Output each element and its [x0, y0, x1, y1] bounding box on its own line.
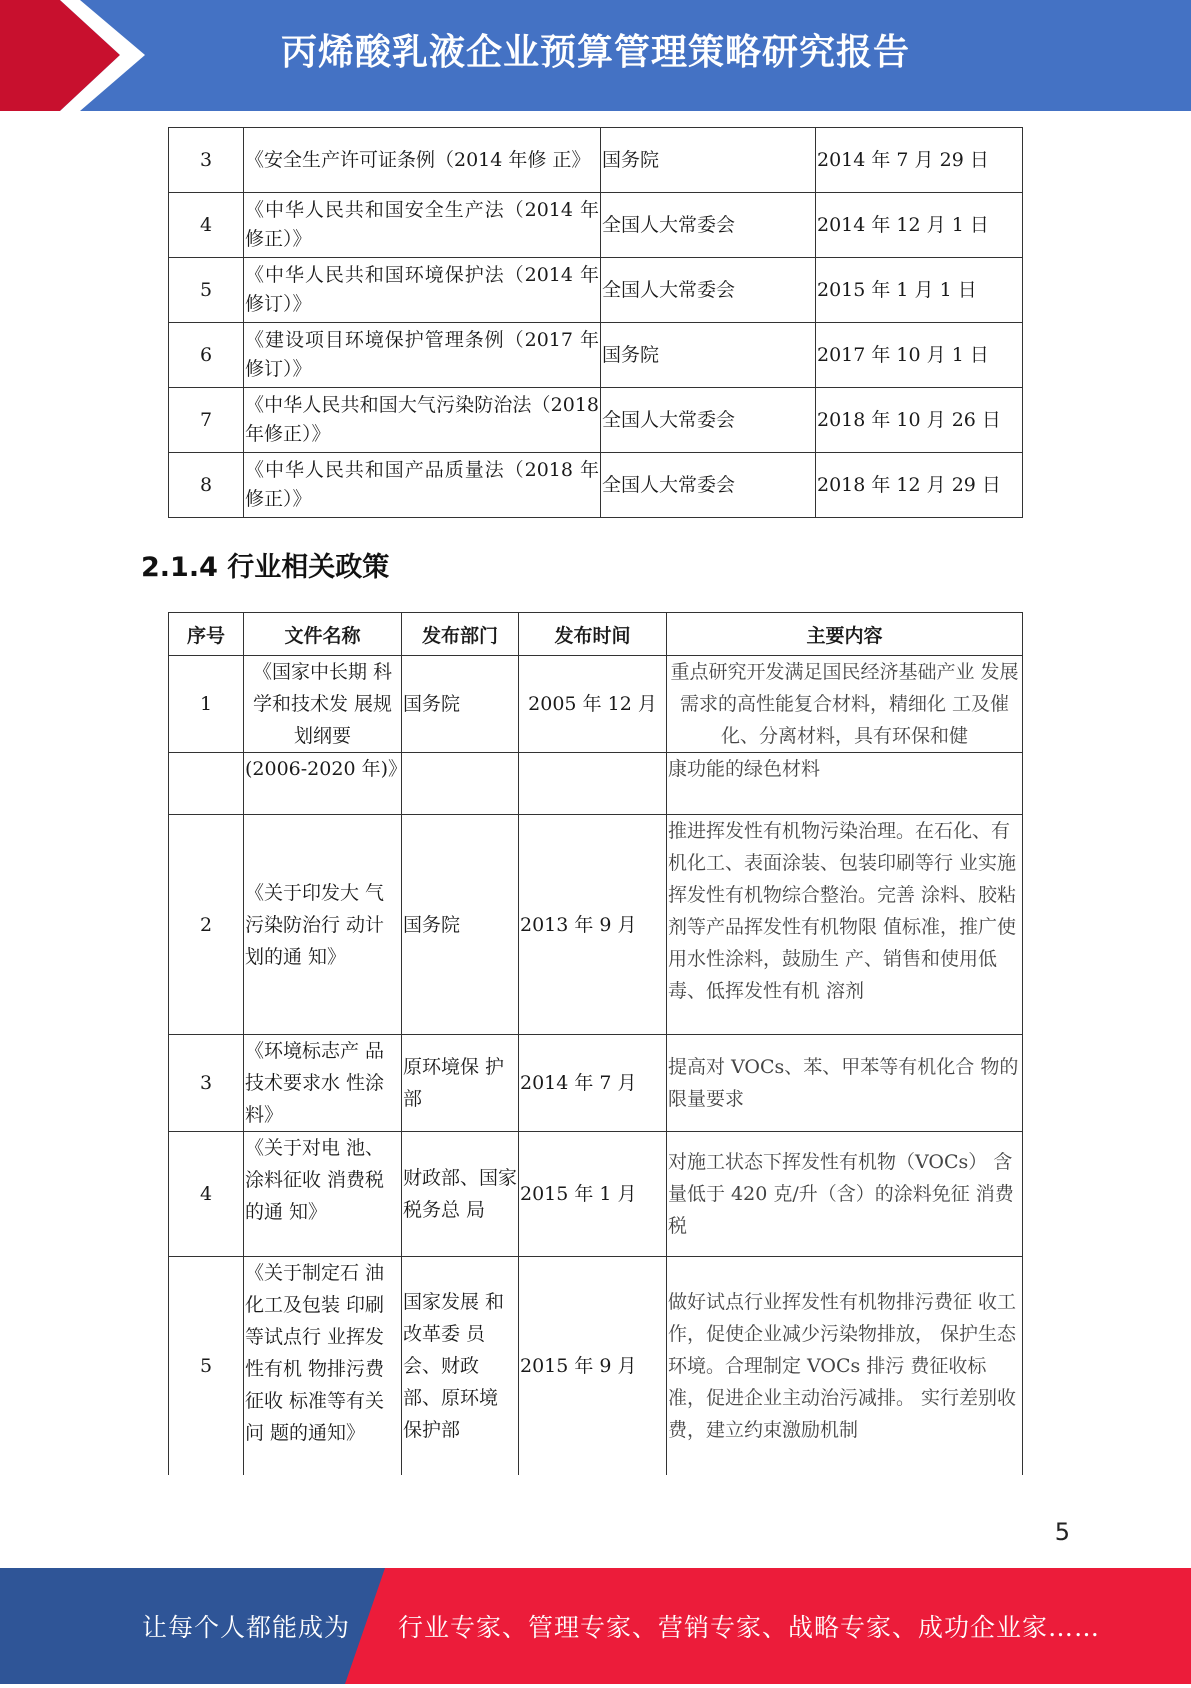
- row-number: 5: [169, 1257, 244, 1475]
- law-dept: 国务院: [601, 323, 816, 388]
- policy-name: 《关于制定石 油化工及包装 印刷等试点行 业挥发性有机 物排污费征收 标准等有关问 题的通知》: [244, 1257, 402, 1475]
- law-name: 《中华人民共和国安全生产法（2014 年修正）》: [244, 193, 601, 258]
- policy-content: 推进挥发性有机物污染治理。在石化、有机化工、表面涂装、包装印刷等行 业实施挥发性有机物综合整治。完善 涂料、胶粘剂等产品挥发性有机物限 值标准，推广使用水性涂料，鼓励生 产、销售和使用低毒、低挥发性有机 溶剂: [667, 815, 1023, 1035]
- row-number: 3: [169, 1035, 244, 1132]
- table-row: [169, 388, 1023, 453]
- policy-dept: 财政部、国家税务总 局: [402, 1132, 519, 1257]
- policy-name-continued: (2006-2020 年)》: [244, 753, 402, 815]
- law-name: 《安全生产许可证条例（2014 年修 正》: [244, 128, 601, 193]
- page-header: [0, 0, 1191, 111]
- row-number: 6: [169, 323, 244, 388]
- row-number: 1: [169, 656, 244, 753]
- header-dept: 发布部门: [402, 613, 519, 656]
- footer-slogan-right: 行业专家、管理专家、营销专家、战略专家、成功企业家……: [398, 1613, 1101, 1642]
- laws-table: [168, 127, 1023, 518]
- policy-name: 《环境标志产 品技术要求水 性涂料》: [244, 1035, 402, 1132]
- law-dept: 全国人大常委会: [601, 258, 816, 323]
- law-date: 2018 年 12 月 29 日: [816, 453, 1023, 518]
- policy-content: 做好试点行业挥发性有机物排污费征 收工作，促使企业减少污染物排放， 保护生态环境。合理制定 VOCs 排污 费征收标准，促进企业主动治污减排。 实行差别收费，建立约束激励机制: [667, 1257, 1023, 1475]
- policy-content-continued: 康功能的绿色材料: [667, 753, 1023, 815]
- policy-date: 2005 年 12 月: [519, 656, 667, 753]
- law-dept: 全国人大常委会: [601, 193, 816, 258]
- table-row: [169, 815, 1023, 1035]
- table-row: [169, 193, 1023, 258]
- page-number: 5: [1054, 1518, 1070, 1546]
- table-row-continued: [169, 753, 1023, 815]
- report-title: 丙烯酸乳液企业预算管理策略研究报告: [280, 32, 910, 73]
- header-name: 文件名称: [244, 613, 402, 656]
- law-name: 《建设项目环境保护管理条例（2017 年修订）》: [244, 323, 601, 388]
- row-number: 3: [169, 128, 244, 193]
- policy-dept: 国务院: [402, 815, 519, 1035]
- table-row: [169, 1132, 1023, 1257]
- section-heading: 2.1.4 行业相关政策: [141, 552, 390, 583]
- policy-name: 《关于印发大 气污染防治行 动计划的通 知》: [244, 815, 402, 1035]
- policy-content: 对施工状态下挥发性有机物（VOCs） 含量低于 420 克/升（含）的涂料免征 消费税: [667, 1132, 1023, 1257]
- row-number: 4: [169, 193, 244, 258]
- policy-table: [168, 612, 1023, 1475]
- header-date: 发布时间: [519, 613, 667, 656]
- policy-content: 提高对 VOCs、苯、甲苯等有机化合 物的限量要求: [667, 1035, 1023, 1132]
- law-name: 《中华人民共和国环境保护法（2014 年修订）》: [244, 258, 601, 323]
- header-content: 主要内容: [667, 613, 1023, 656]
- policy-dept: 原环境保 护部: [402, 1035, 519, 1132]
- law-date: 2018 年 10 月 26 日: [816, 388, 1023, 453]
- policy-content: 重点研究开发满足国民经济基础产业 发展需求的高性能复合材料，精细化 工及催化、分离材料，具有环保和健: [667, 656, 1023, 753]
- policy-name: 《国家中长期 科学和技术发 展规划纲要: [244, 656, 402, 753]
- policy-name: 《关于对电 池、涂料征收 消费税的通 知》: [244, 1132, 402, 1257]
- policy-dept: 国务院: [402, 656, 519, 753]
- policy-date: 2015 年 1 月: [519, 1132, 667, 1257]
- table-row: [169, 258, 1023, 323]
- policy-dept: 国家发展 和改革委 员会、财政 部、原环境 保护部: [402, 1257, 519, 1475]
- law-date: 2014 年 12 月 1 日: [816, 193, 1023, 258]
- policy-date: 2013 年 9 月: [519, 815, 667, 1035]
- table-header-row: [169, 613, 1023, 656]
- footer-slogan-left: 让每个人都能成为: [142, 1613, 351, 1642]
- page-footer: [0, 1568, 1191, 1684]
- row-number: 7: [169, 388, 244, 453]
- law-dept: 全国人大常委会: [601, 453, 816, 518]
- law-date: 2017 年 10 月 1 日: [816, 323, 1023, 388]
- law-name: 《中华人民共和国产品质量法（2018 年修正）》: [244, 453, 601, 518]
- law-date: 2015 年 1 月 1 日: [816, 258, 1023, 323]
- law-date: 2014 年 7 月 29 日: [816, 128, 1023, 193]
- row-number: 5: [169, 258, 244, 323]
- table-row: [169, 128, 1023, 193]
- row-number: 8: [169, 453, 244, 518]
- table-row: [169, 1257, 1023, 1475]
- table-row: [169, 323, 1023, 388]
- law-dept: 国务院: [601, 128, 816, 193]
- table-row: [169, 656, 1023, 753]
- row-number: 4: [169, 1132, 244, 1257]
- policy-date: 2014 年 7 月: [519, 1035, 667, 1132]
- table-row: [169, 453, 1023, 518]
- law-dept: 全国人大常委会: [601, 388, 816, 453]
- policy-date: 2015 年 9 月: [519, 1257, 667, 1475]
- header-num: 序号: [169, 613, 244, 656]
- row-number: 2: [169, 815, 244, 1035]
- table-row: [169, 1035, 1023, 1132]
- law-name: 《中华人民共和国大气污染防治法（2018 年修正）》: [244, 388, 601, 453]
